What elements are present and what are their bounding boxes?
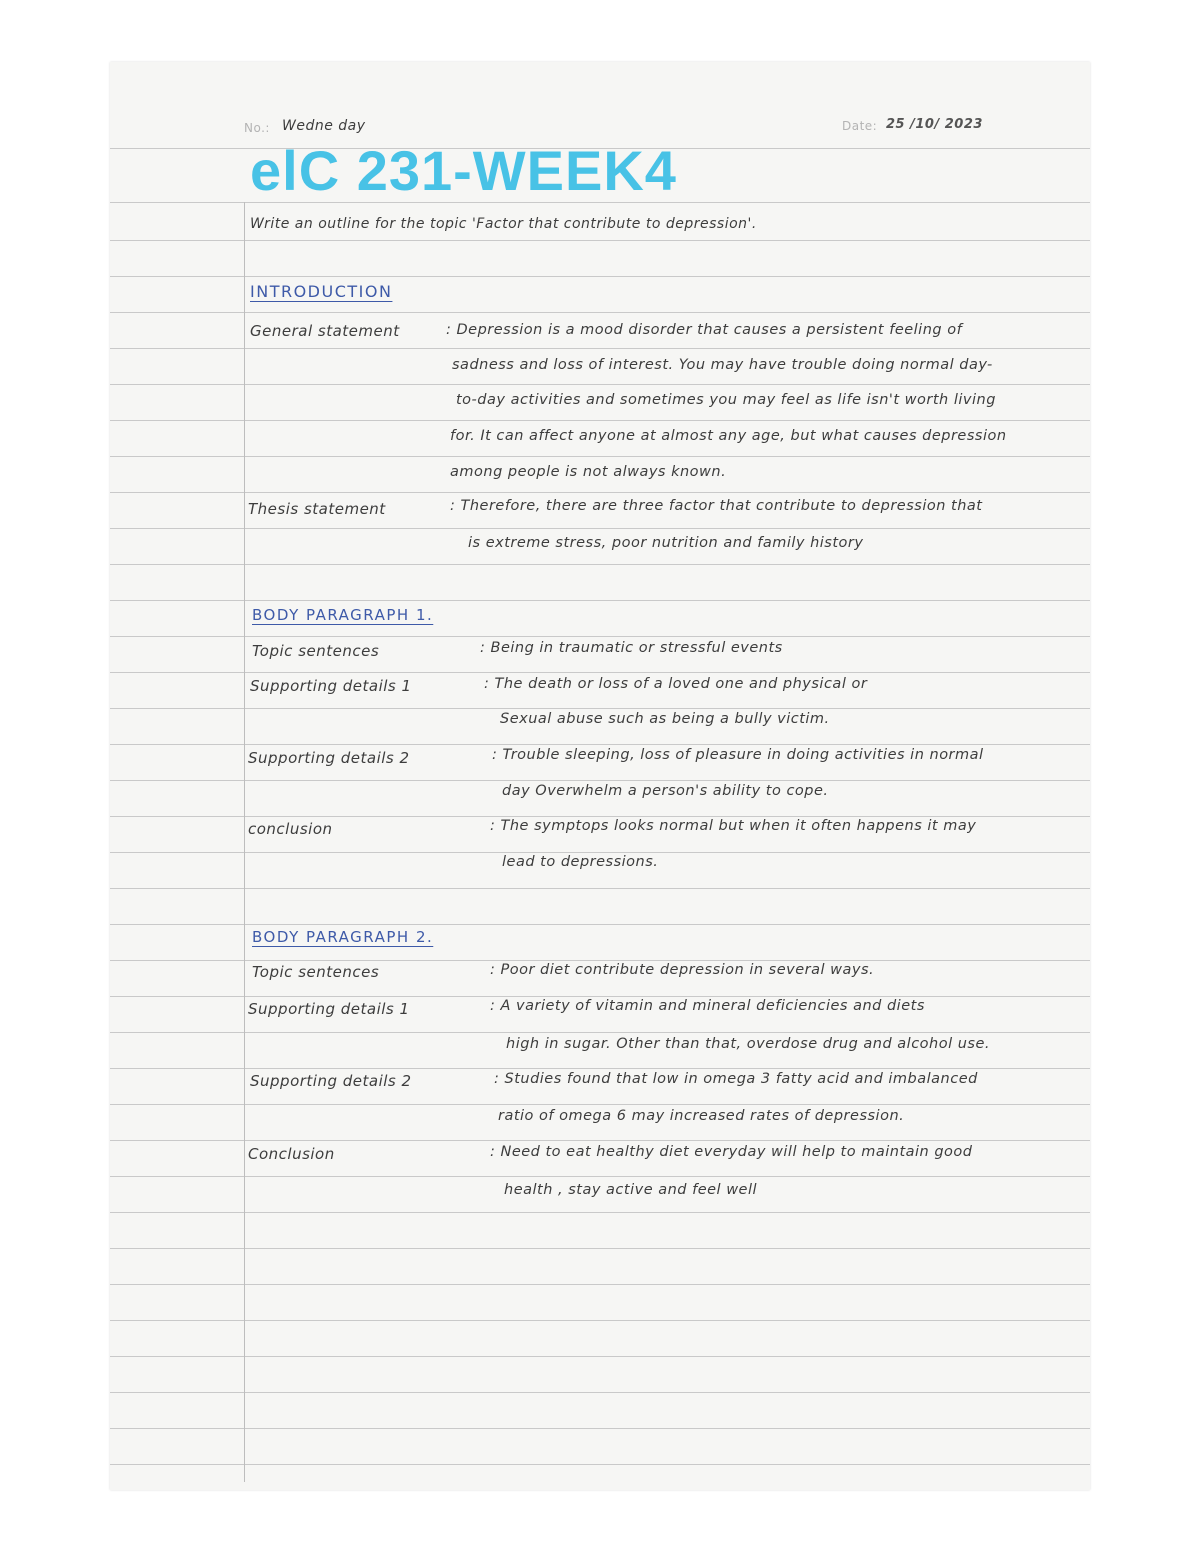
body2-support1-label: Supporting details 1 <box>248 1000 410 1018</box>
ruled-line <box>110 708 1090 709</box>
body-paragraph-1-heading: BODY PARAGRAPH 1. <box>252 606 434 624</box>
general-statement-label: General statement <box>250 322 400 340</box>
body2-support2-line: ratio of omega 6 may increased rates of depression. <box>498 1108 905 1124</box>
body1-conclusion-line: : The symptops looks normal but when it often happens it may <box>490 818 977 834</box>
thesis-statement-line: is extreme stress, poor nutrition and family history <box>468 535 864 551</box>
ruled-line <box>110 312 1090 313</box>
notebook-page <box>110 62 1090 1490</box>
ruled-line <box>110 1464 1090 1465</box>
thesis-statement-label: Thesis statement <box>248 500 386 518</box>
general-statement-line: : Depression is a mood disorder that causes a persistent feeling of <box>446 322 963 338</box>
ruled-line <box>110 1284 1090 1285</box>
body1-support2-label: Supporting details 2 <box>248 749 410 767</box>
ruled-line <box>110 1140 1090 1141</box>
body1-support2-line: day Overwhelm a person's ability to cope. <box>502 783 829 799</box>
body2-conclusion-line: health , stay active and feel well <box>504 1182 758 1198</box>
ruled-line <box>110 1248 1090 1249</box>
body2-support2-label: Supporting details 2 <box>250 1072 412 1090</box>
body1-topic-line: : Being in traumatic or stressful events <box>480 640 783 656</box>
ruled-line <box>110 384 1090 385</box>
general-statement-line: among people is not always known. <box>450 464 727 480</box>
ruled-line <box>110 528 1090 529</box>
body1-conclusion-line: lead to depressions. <box>502 854 659 870</box>
general-statement-line: to-day activities and sometimes you may feel as life isn't worth living <box>456 392 996 408</box>
ruled-line <box>110 1068 1090 1069</box>
body1-support2-line: : Trouble sleeping, loss of pleasure in doing activities in normal <box>492 747 984 763</box>
no-value: Wedne day <box>282 118 366 134</box>
ruled-line <box>110 492 1090 493</box>
body2-conclusion-line: : Need to eat healthy diet everyday will help to maintain good <box>490 1144 973 1160</box>
ruled-line <box>110 1428 1090 1429</box>
date-value: 25 /10/ 2023 <box>886 117 983 132</box>
body1-support1-line: : The death or loss of a loved one and physical or <box>484 676 868 692</box>
body1-topic-label: Topic sentences <box>252 642 380 660</box>
ruled-line <box>110 1212 1090 1213</box>
ruled-line <box>110 780 1090 781</box>
ruled-line <box>110 852 1090 853</box>
ruled-line <box>110 348 1090 349</box>
body2-conclusion-label: Conclusion <box>248 1145 335 1163</box>
ruled-line <box>110 888 1090 889</box>
ruled-line <box>110 1320 1090 1321</box>
body2-support1-line: : A variety of vitamin and mineral deficiencies and diets <box>490 998 925 1014</box>
page-title: elC 231-WEEK4 <box>250 139 677 202</box>
ruled-line <box>110 420 1090 421</box>
body1-conclusion-label: conclusion <box>248 820 333 838</box>
general-statement-line: sadness and loss of interest. You may have trouble doing normal day- <box>452 357 993 373</box>
ruled-line <box>110 1356 1090 1357</box>
body2-topic-line: : Poor diet contribute depression in several ways. <box>490 962 875 978</box>
ruled-line <box>110 456 1090 457</box>
body2-topic-label: Topic sentences <box>252 963 380 981</box>
ruled-line <box>110 1032 1090 1033</box>
ruled-line <box>110 672 1090 673</box>
body1-support1-line: Sexual abuse such as being a bully victim. <box>500 711 830 727</box>
date-label: Date: <box>842 119 878 133</box>
ruled-line <box>110 960 1090 961</box>
ruled-line <box>110 600 1090 601</box>
ruled-line <box>110 816 1090 817</box>
margin-line <box>244 202 245 1482</box>
ruled-line <box>110 1176 1090 1177</box>
body2-support2-line: : Studies found that low in omega 3 fatty acid and imbalanced <box>494 1071 978 1087</box>
ruled-line <box>110 276 1090 277</box>
ruled-line <box>110 744 1090 745</box>
ruled-line <box>110 1392 1090 1393</box>
general-statement-line: for. It can affect anyone at almost any age, but what causes depression <box>450 428 1007 444</box>
ruled-line <box>110 1104 1090 1105</box>
body-paragraph-2-heading: BODY PARAGRAPH 2. <box>252 928 434 946</box>
ruled-line <box>110 996 1090 997</box>
thesis-statement-line: : Therefore, there are three factor that contribute to depression that <box>450 498 983 514</box>
body2-support1-line: high in sugar. Other than that, overdose drug and alcohol use. <box>506 1036 991 1052</box>
introduction-heading: INTRODUCTION <box>250 282 393 301</box>
assignment-prompt: Write an outline for the topic 'Factor that contribute to depression'. <box>250 216 757 232</box>
ruled-line <box>110 240 1090 241</box>
ruled-line <box>110 564 1090 565</box>
ruled-line <box>110 924 1090 925</box>
no-label: No.: <box>244 121 270 135</box>
body1-support1-label: Supporting details 1 <box>250 677 412 695</box>
ruled-line <box>110 636 1090 637</box>
